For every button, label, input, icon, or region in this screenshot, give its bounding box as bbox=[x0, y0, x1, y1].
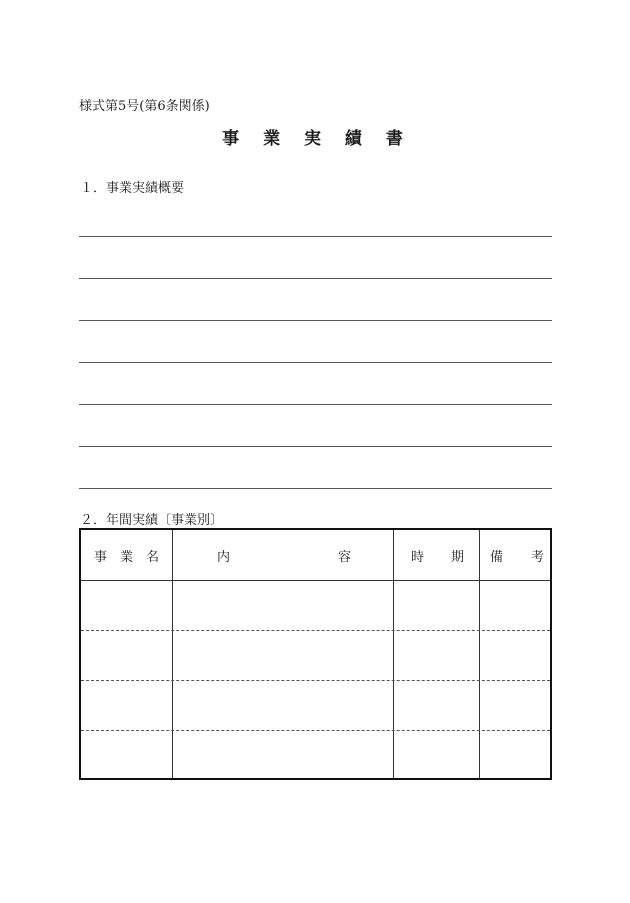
section2-heading: ２．年間実績〔事業別〕 bbox=[80, 513, 224, 528]
overview-line[interactable] bbox=[79, 320, 552, 321]
cell-content[interactable] bbox=[173, 581, 393, 630]
cell-content[interactable] bbox=[173, 731, 393, 778]
overview-line[interactable] bbox=[79, 278, 552, 279]
cell-period[interactable] bbox=[394, 581, 479, 630]
form-number: 様式第5号(第6条関係) bbox=[79, 99, 210, 114]
cell-business-name[interactable] bbox=[81, 581, 172, 630]
header-period bbox=[394, 530, 479, 581]
header-char: 期 bbox=[450, 550, 464, 565]
header-business-name bbox=[81, 530, 172, 581]
cell-remarks[interactable] bbox=[480, 731, 550, 778]
cell-business-name[interactable] bbox=[81, 681, 172, 730]
header-char: 容 bbox=[337, 550, 351, 565]
header-char: 備 bbox=[490, 550, 504, 565]
cell-business-name[interactable] bbox=[81, 631, 172, 680]
header-char: 時 bbox=[411, 550, 425, 565]
cell-remarks[interactable] bbox=[480, 681, 550, 730]
header-char: 名 bbox=[145, 550, 159, 565]
header-char: 事 bbox=[94, 550, 108, 565]
cell-remarks[interactable] bbox=[480, 631, 550, 680]
cell-period[interactable] bbox=[394, 731, 479, 778]
overview-line[interactable] bbox=[79, 362, 552, 363]
header-char: 業 bbox=[119, 550, 133, 565]
overview-line[interactable] bbox=[79, 404, 552, 405]
cell-period[interactable] bbox=[394, 681, 479, 730]
overview-line[interactable] bbox=[79, 236, 552, 237]
cell-period[interactable] bbox=[394, 631, 479, 680]
header-remarks bbox=[480, 530, 550, 581]
overview-line[interactable] bbox=[79, 446, 552, 447]
annual-results-table bbox=[79, 528, 552, 780]
cell-content[interactable] bbox=[173, 631, 393, 680]
header-char: 考 bbox=[530, 550, 544, 565]
cell-business-name[interactable] bbox=[81, 731, 172, 778]
overview-line[interactable] bbox=[79, 488, 552, 489]
header-char: 内 bbox=[217, 550, 231, 565]
document-title: 事 業 実 績 書 bbox=[222, 129, 412, 149]
cell-remarks[interactable] bbox=[480, 581, 550, 630]
header-content bbox=[173, 530, 393, 581]
section1-heading: １．事業実績概要 bbox=[80, 181, 185, 196]
cell-content[interactable] bbox=[173, 681, 393, 730]
table-header-row bbox=[81, 530, 550, 581]
